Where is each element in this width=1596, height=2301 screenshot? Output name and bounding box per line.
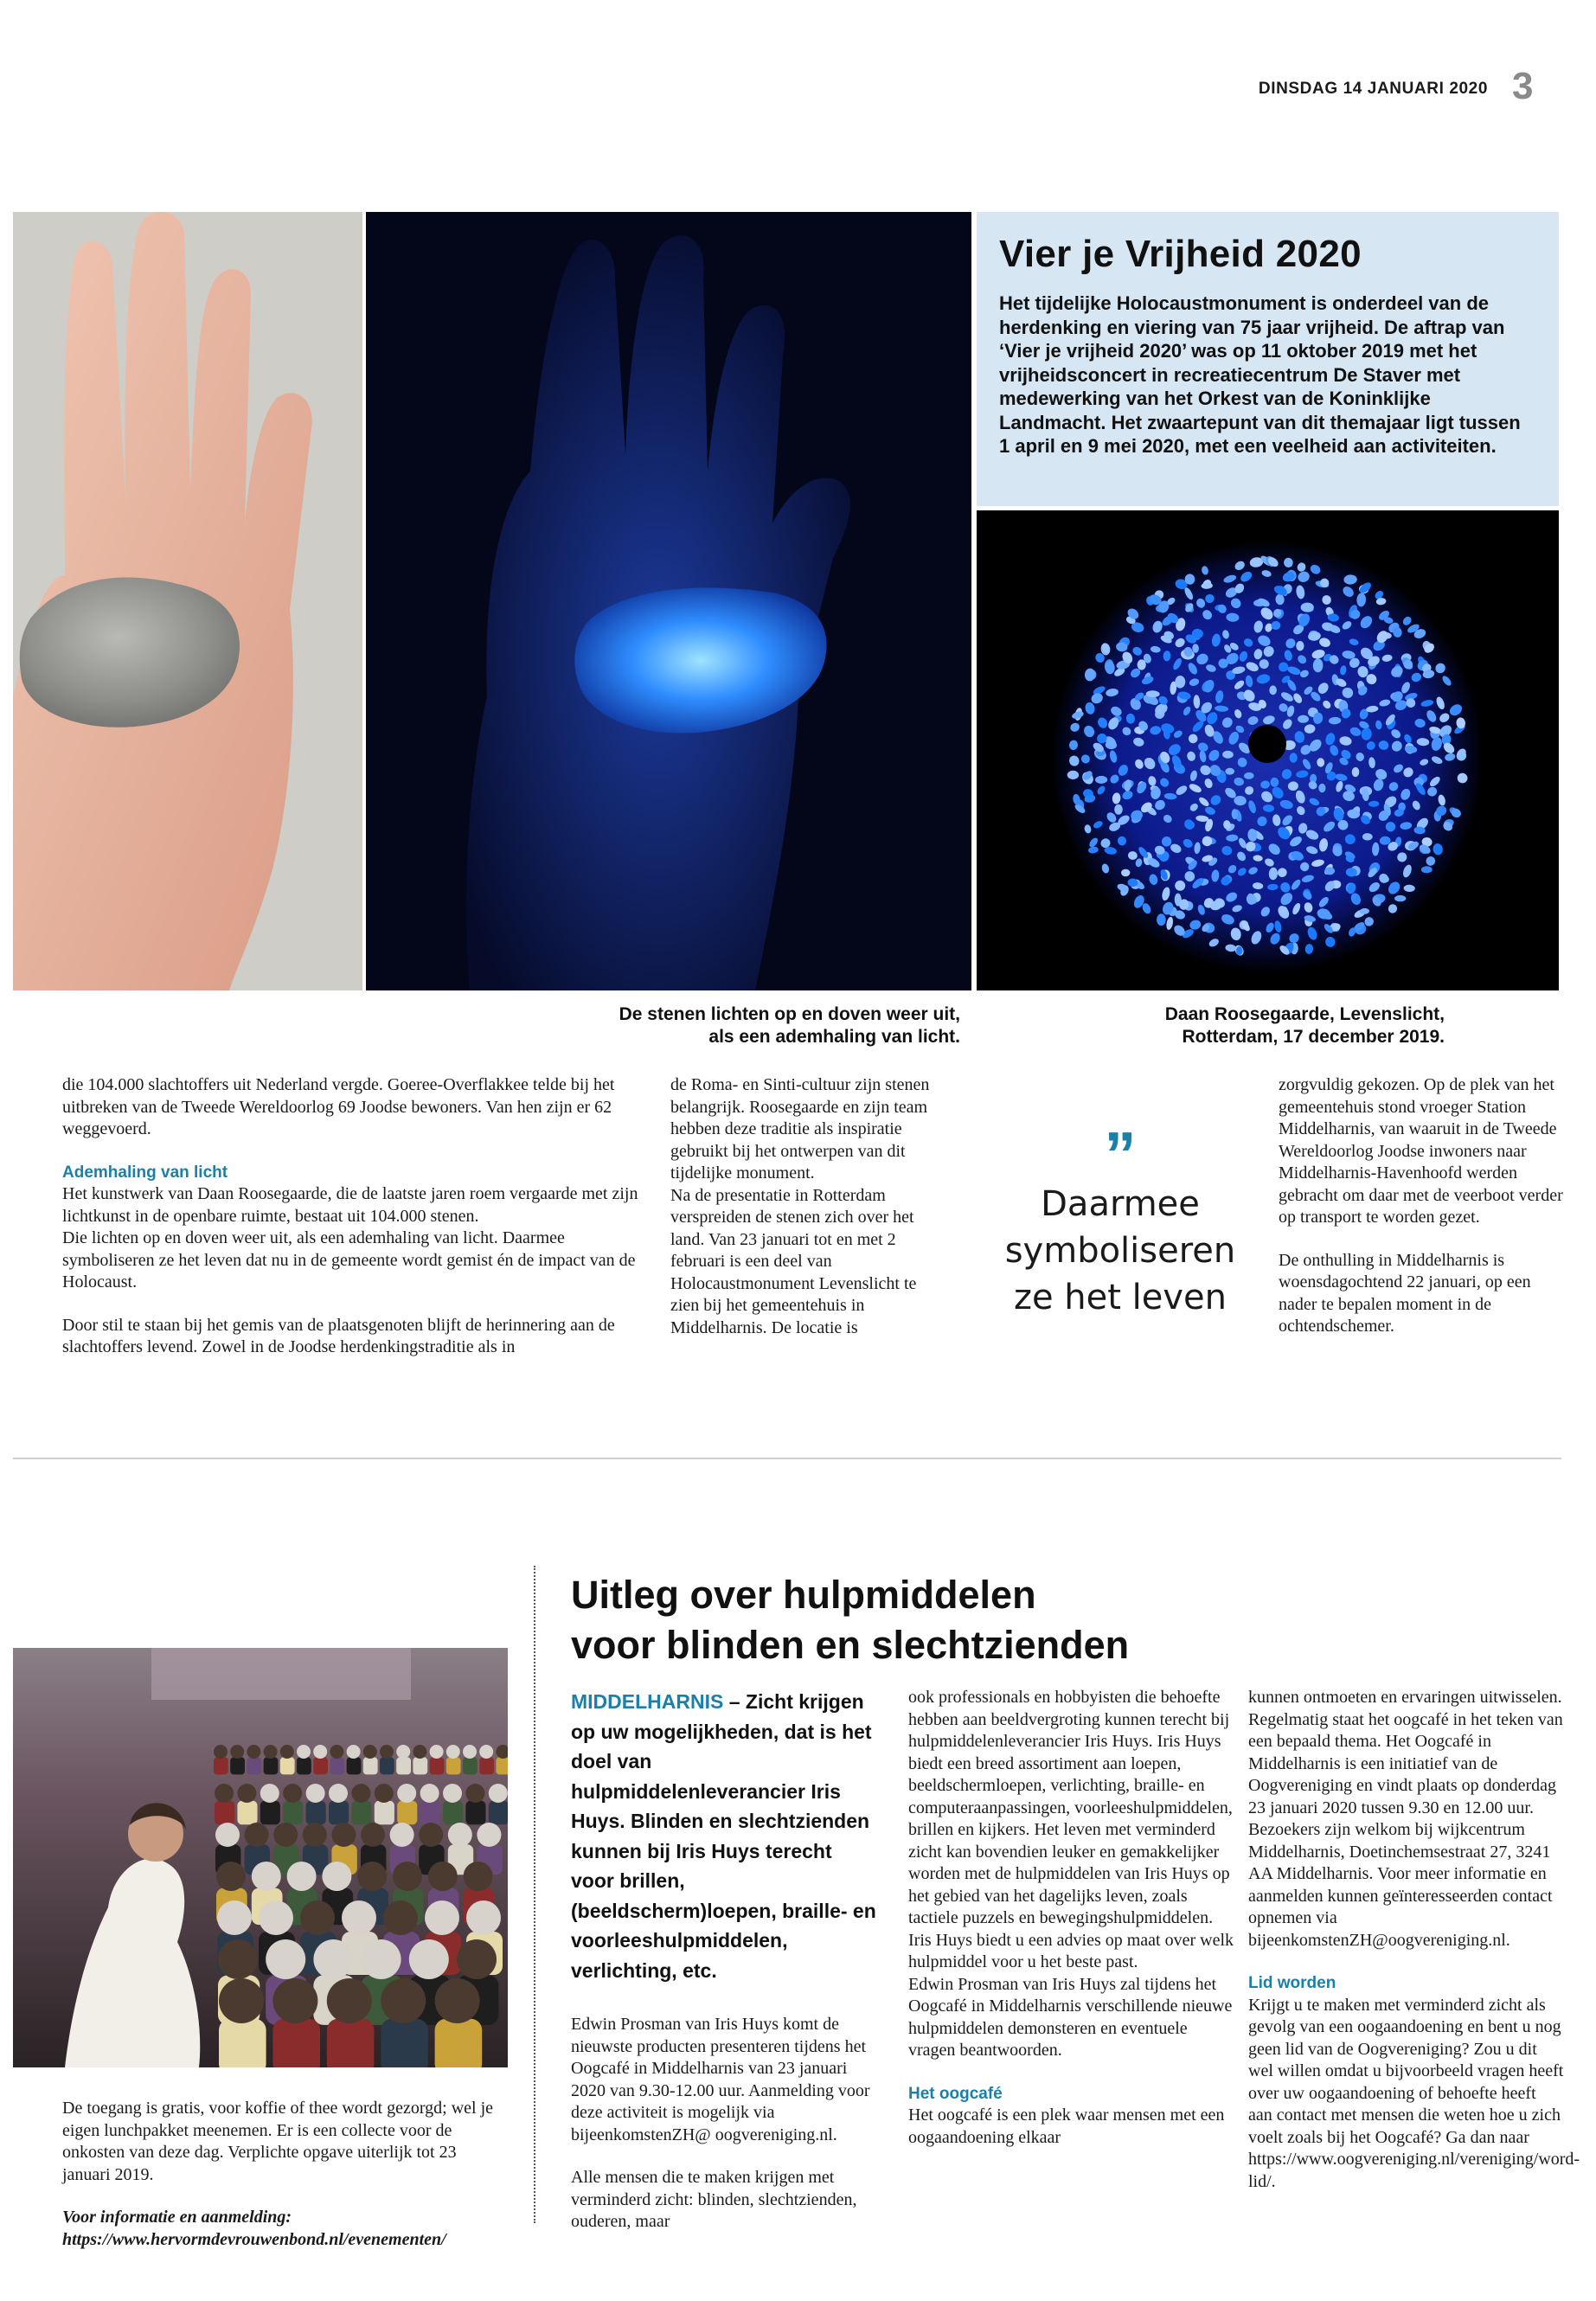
headline-line1: Uitleg over hulpmiddelen [571, 1573, 1036, 1617]
caption-right-line2: Rotterdam, 17 december 2019. [1182, 1027, 1445, 1047]
quote-mark-icon: ” [1104, 1118, 1137, 1190]
notice-text [62, 2098, 508, 2251]
pull-quote [982, 1118, 1259, 1321]
article1-paragraph: de Roma- en Sinti-cultuur zijn stenen belangrijk. Roosegaarde en zijn team hebben deze traditie als inspiratie gebruikt bij het ontwerpen van dit tijdelijke monument. [670, 1075, 930, 1183]
article2-column2 [908, 1687, 1237, 2149]
photo-caption-right [1081, 1003, 1445, 1048]
article1-paragraph: De onthulling in Middelharnis is woensdagochtend 22 januari, op een nader te bepalen moment in de ochtendschemer. [1279, 1250, 1531, 1336]
article2-subheading: Lid worden [1248, 1974, 1336, 1992]
article1-column1 [62, 1074, 651, 1359]
article2-paragraph: Krijgt u te maken met verminderd zicht als gevolg van een oogaandoening en bent u nog geen lid van de Oogvereniging? Zou u dit wel willen omdat u bijvoorbeeld vragen heeft over uw oogaandoening of behoefte heeft aan contact met mensen die weten hoe u zich voelt zoals bij het Oogcafé? Ga dan naar https://www.oogvereniging.nl/vereniging/word-lid/. [1248, 1995, 1580, 2191]
headline-line2: voor blinden en slechtzienden [571, 1623, 1130, 1667]
article2-column3 [1248, 1687, 1580, 2193]
vier-je-vrijheid-box [977, 212, 1559, 506]
article1-paragraph: Die lichten op en doven weer uit, als een ademhaling van licht. Daarmee symboliseren ze het leven dat nu in de gemeente wordt gemist én de impact van de Holocaust. [62, 1228, 636, 1292]
glowing-stone-photo [366, 212, 971, 990]
lead-text: – Zicht krijgen op uw mogelijkheden, dat is het doel van hulpmiddelenleverancier Iris Huys. Blinden en slechtzienden kunnen bij Iris Huys terecht voor brillen, (beeldscherm)loepen, braille- en voorleeshulpmiddelen, verlichting, etc. [571, 1690, 876, 1982]
article2-paragraph: Het oogcafé is een plek waar mensen met een oogaandoening elkaar [908, 2106, 1225, 2147]
issue-date: DINSDAG 14 JANUARI 2020 [1258, 80, 1488, 98]
article1-paragraph: die 104.000 slachtoffers uit Nederland vergde. Goeree-Overflakkee telde bij het uitbreken van de Tweede Wereldoorlog 69 Joodse bewoners. Van hen zijn er 62 weggevoerd. [62, 1075, 615, 1138]
infobox-title: Vier je Vrijheid 2020 [999, 233, 1362, 275]
page-number: 3 [1512, 65, 1534, 107]
photo-caption-left [554, 1003, 960, 1048]
caption-right-line1: Daan Roosegaarde, Levenslicht, [1164, 1004, 1445, 1024]
article2-paragraph: Edwin Prosman van Iris Huys komt de nieuwste producten presenteren tijdens het Oogcafé in Middelharnis van 23 januari 2020 van 9.30-12.00 uur. Aanmelding voor deze activiteit is mogelijk via bijeenkomstenZH@ oogvereniging.nl. [571, 2015, 870, 2144]
caption-left-line2: als een ademhaling van licht. [708, 1027, 960, 1047]
article2-column1 [571, 2014, 878, 2234]
infobox-text: Het tijdelijke Holocaustmonument is onderdeel van de herdenking en viering van 75 jaar vrijheid. De aftrap van ‘Vier je vrijheid 2020’ was op 11 oktober 2019 met het vrijheidsconcert in recreatiecentrum De Staver met medewerking van het Orkest van de Koninklijke Landmacht. Het zwaartepunt van dit themajaar ligt tussen 1 april en 9 mei 2020, met een veelheid aan activiteiten. [999, 292, 1521, 457]
article1-paragraph: Na de presentatie in Rotterdam verspreiden de stenen zich over het land. Van 23 januari tot en met 2 februari is een deel van Holocaustmonument Levenslicht te zien bij het gemeentehuis in Middelharnis. De locatie is [670, 1185, 917, 1337]
article1-column2 [670, 1074, 939, 1339]
audience-photo [13, 1648, 508, 2067]
article1-paragraph: zorgvuldig gekozen. Op de plek van het gemeentehuis stond vroeger Station Middelharnis, van waaruit in de Tweede Wereldoorlog Joodse inwoners naar Middelharnis-Havenhoofd werden gebracht om daar met de veerboot verder op transport te worden gezet. [1279, 1075, 1563, 1227]
article1-paragraph: Het kunstwerk van Daan Roosegaarde, die de laatste jaren roem vergaarde met zijn lichtkunst in de openbare ruimte, bestaat uit 104.000 stenen. [62, 1184, 638, 1226]
article2-headline [571, 1570, 1522, 1670]
caption-left-line1: De stenen lichten op en doven weer uit, [619, 1004, 960, 1024]
section-divider [13, 1458, 1561, 1459]
glowing-stones-circle-photo [977, 510, 1559, 990]
article2-lead [571, 1687, 878, 1985]
article2-paragraph: kunnen ontmoeten en ervaringen uitwisselen. Regelmatig staat het oogcafé in het teken van een bepaald thema. Het Oogcafé in Middelharnis is een initiatief van de Oogvereniging en vindt plaats op donderdag 23 januari 2020 tussen 9.30 en 12.00 uur. Bezoekers zijn welkom bij wijkcentrum Middelharnis, Doetinchemsestraat 27, 3241 AA Middelharnis. Voor meer informatie en aanmelden kunnen geïnteresseerden contact opnemen via bijeenkomstenZH@oogvereniging.nl. [1248, 1688, 1563, 1950]
article2-subheading: Het oogcafé [908, 2084, 1003, 2103]
dateline-location: MIDDELHARNIS [571, 1690, 724, 1713]
column-divider [534, 1566, 535, 2223]
notice-paragraph: De toegang is gratis, voor koffie of thee wordt gezorgd; wel je eigen lunchpakket meenemen. Er is een collecte voor de onkosten van deze dag. Verplichte opgave uiterlijk tot 23 januari 2019. [62, 2099, 494, 2184]
article1-paragraph: Door stil te staan bij het gemis van de plaatsgenoten blijft de herinnering aan de slachtoffers levend. Zowel in de Joodse herdenkingstraditie als in [62, 1315, 615, 1356]
article2-paragraph: Alle mensen die te maken krijgen met verminderd zicht: blinden, slechtzienden, ouderen, maar [571, 2168, 857, 2231]
pull-quote-text: Daarmee symboliseren ze het leven [1004, 1184, 1236, 1317]
article2-paragraph: Edwin Prosman van Iris Huys zal tijdens het Oogcafé in Middelharnis verschillende nieuwe hulpmiddelen demonsteren en eventuele vragen beantwoorden. [908, 1974, 1233, 2060]
article2-paragraph: ook professionals en hobbyisten die behoefte hebben aan beeldvergroting kunnen terecht bij hulpmiddelenleverancier Iris Huys. Iris Huys biedt een breed assortiment aan loepen, beeldschermloepen, verlichting, braille- en computeraanpassingen, voorleeshulpmiddelen, brillen en kijkers. Het leven met verminderd zicht kan bovendien leuker en gemakkelijker worden met de hulpmiddelen van Iris Huys op het gebied van het dagelijks leven, zoals tactiele puzzels en bewegingshulpmiddelen. Iris Huys biedt u een advies op maat over welk hulpmiddel voor u het beste past. [908, 1688, 1234, 1971]
article1-subheading: Ademhaling van licht [62, 1163, 228, 1182]
notice-info-url[interactable]: https://www.hervormdevrouwenbond.nl/evenementen/ [62, 2229, 446, 2249]
article1-column4 [1279, 1074, 1564, 1338]
hand-with-stone-photo [13, 212, 362, 990]
notice-info-label: Voor informatie en aanmelding: [62, 2208, 292, 2227]
